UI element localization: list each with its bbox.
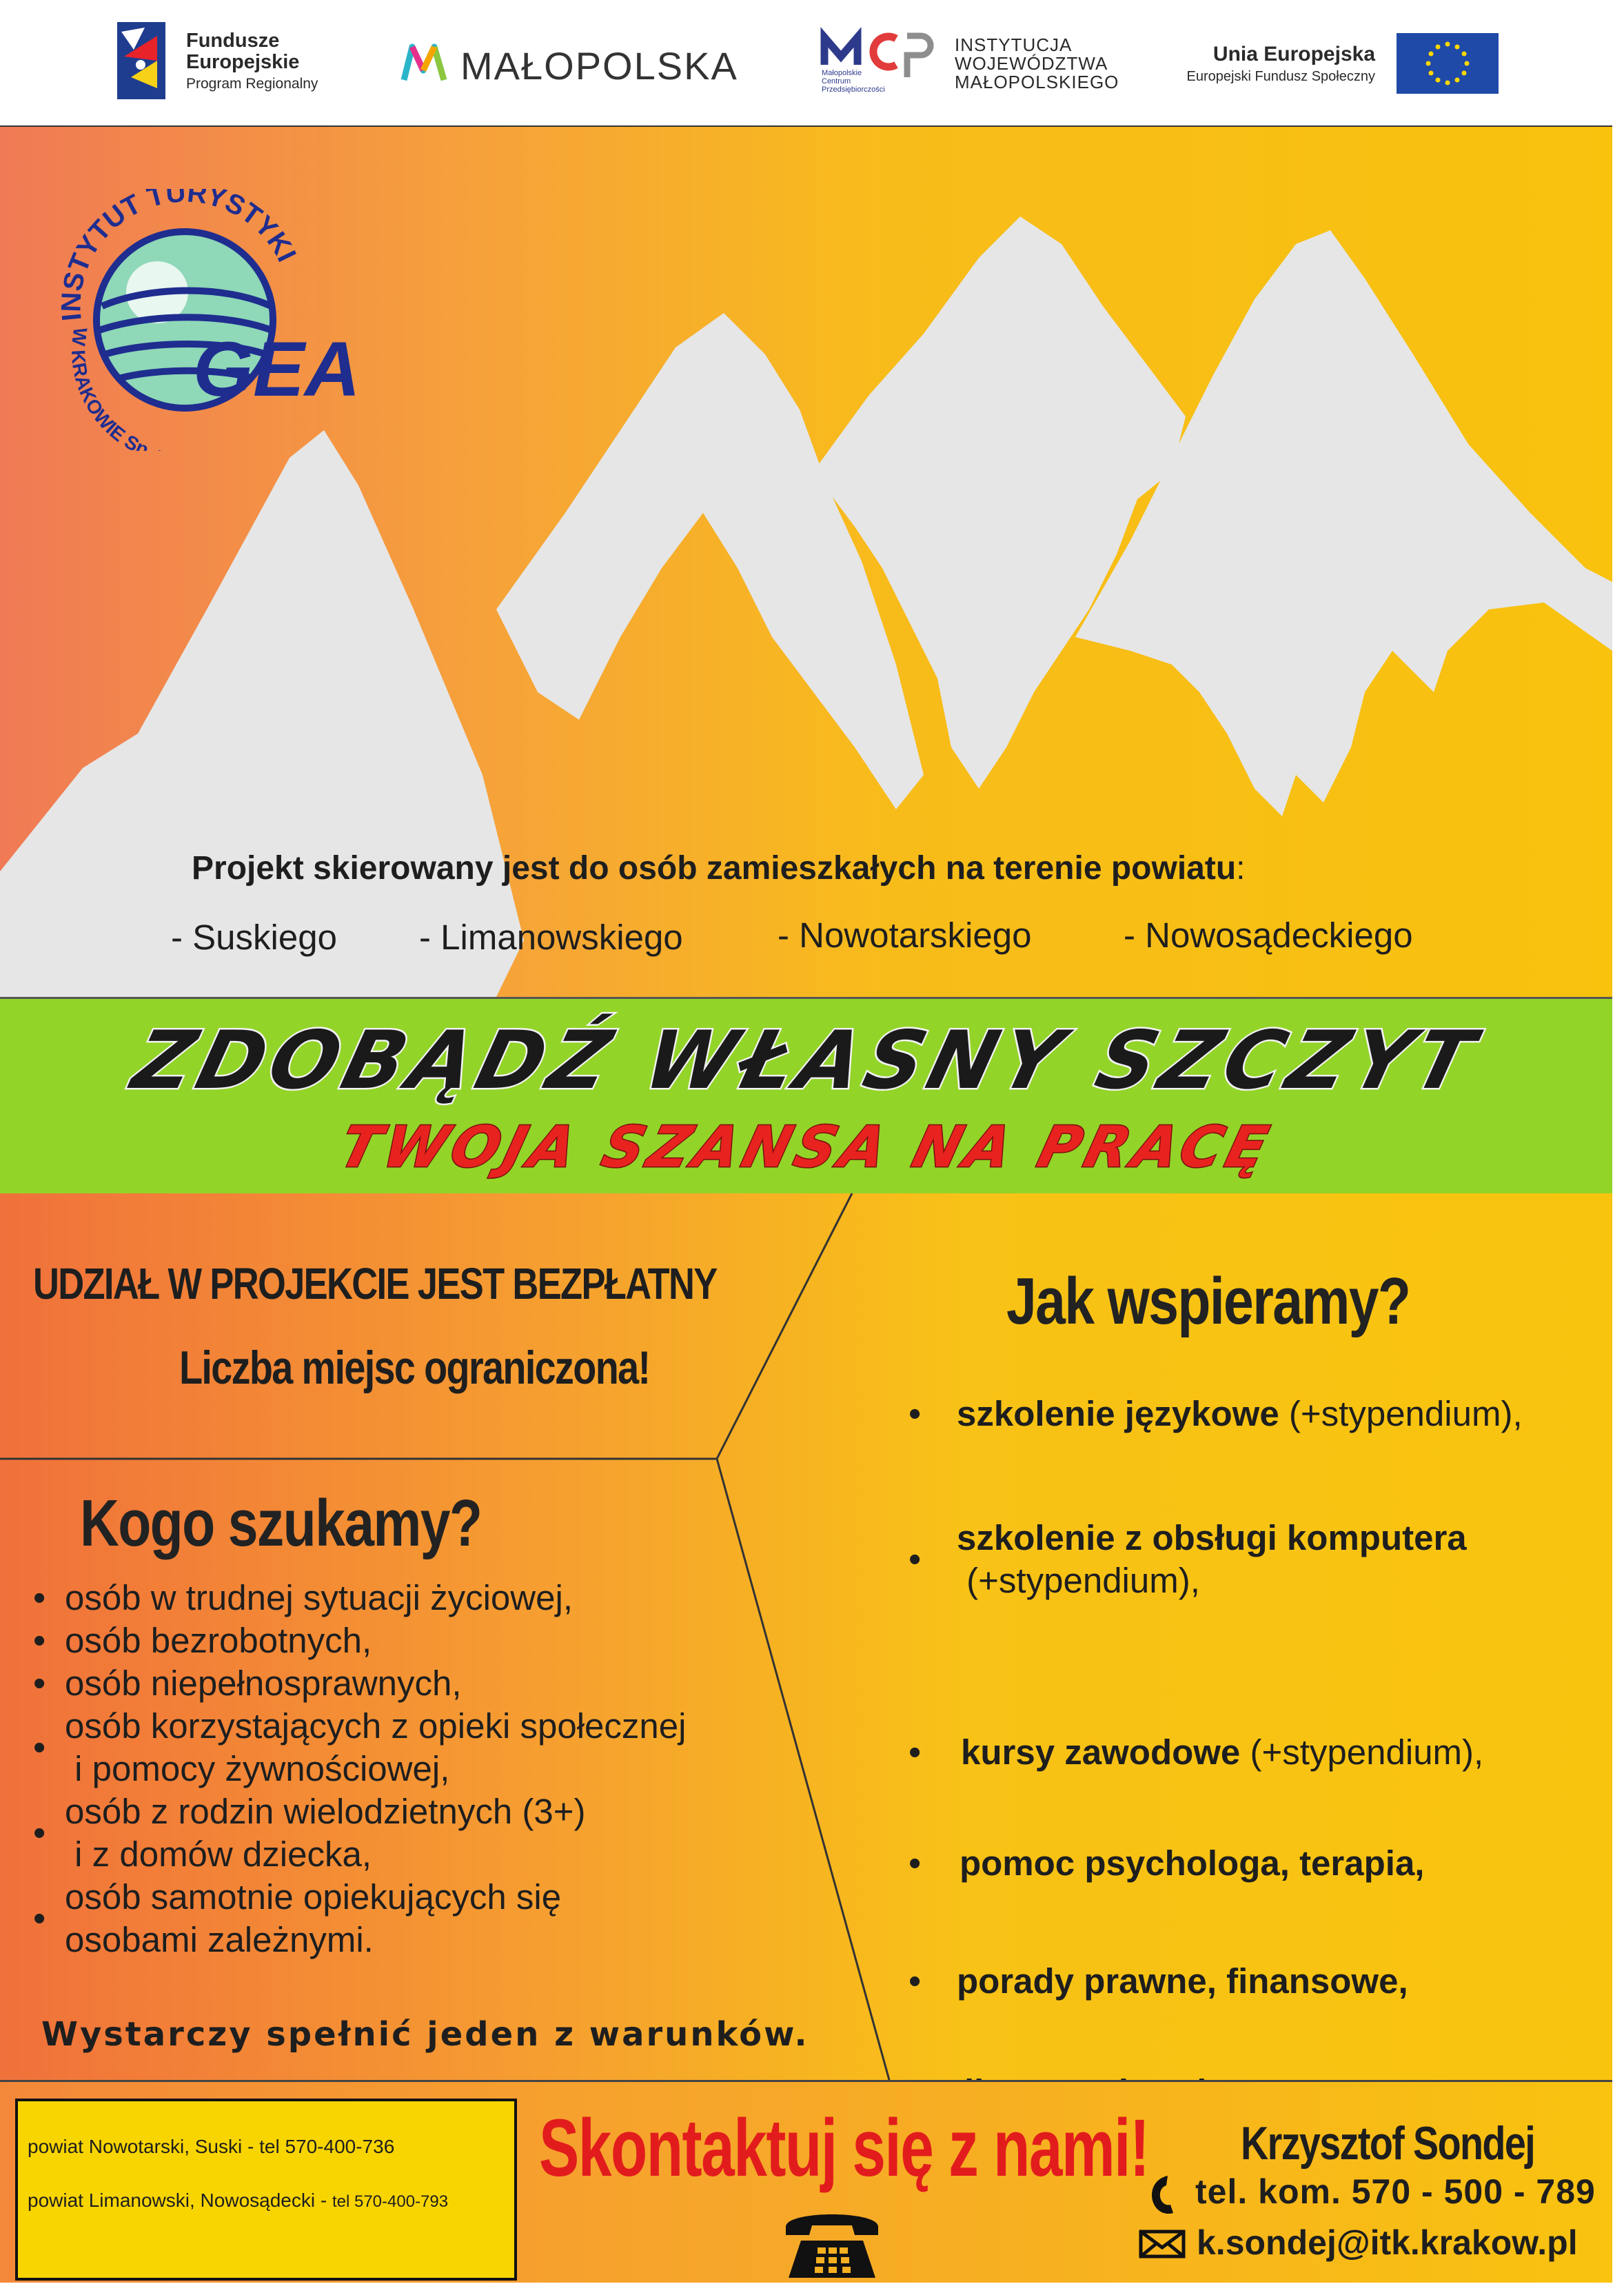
support-item-3-rest: (+stypendium), — [1240, 1732, 1484, 1772]
fe-line-2: Europejskie — [186, 51, 300, 73]
district-phone-2 — [28, 2190, 448, 2212]
slogan-subtitle: TWOJA SZANSA NA PRACĘ — [333, 1115, 1279, 1180]
envelope-icon — [1139, 2230, 1186, 2262]
fundusze-europejskie-logo — [117, 22, 181, 99]
list-item — [909, 1393, 1598, 1434]
mcp-small-3: Przedsiębiorczości — [822, 85, 885, 94]
phone-icon — [1147, 2173, 1177, 2221]
contact-phone[interactable]: tel. kom. 570 - 500 - 789 — [1195, 2172, 1596, 2211]
district-2: - Limanowskiego — [419, 918, 683, 957]
mcp-line-2: WOJEWÓDZTWA — [955, 53, 1108, 74]
contact-footer — [0, 2080, 1612, 2283]
gea-institute-logo — [61, 189, 364, 454]
fe-line-1: Fundusze — [186, 30, 280, 52]
support-item-2-cont: (+stypendium), — [957, 1561, 1200, 1600]
who-item-1: osób w trudnej sytuacji życiowej, — [65, 1578, 573, 1617]
district-phone-2-number: tel 570-400-793 — [332, 2192, 449, 2211]
who-item-2: osób bezrobotnych, — [65, 1621, 372, 1660]
gea-ring-text: STYTUT TURYSTYKI — [61, 189, 302, 294]
list-item — [33, 1619, 750, 1662]
support-item-2: szkolenie z obsługi komputera — [957, 1518, 1467, 1557]
list-item — [909, 1732, 1598, 1772]
district-phone-1: powiat Nowotarski, Suski - tel 570-400-736 — [28, 2136, 395, 2157]
list-item — [909, 1961, 1598, 2001]
limited-places-notice: Liczba miejsc ograniczona! — [179, 1342, 650, 1394]
list-item — [33, 1705, 750, 1790]
support-item-1-rest: (+stypendium), — [1279, 1394, 1523, 1433]
support-item-3: kursy zawodowe — [961, 1732, 1241, 1772]
mcp-small-2: Centrum — [822, 77, 851, 85]
district-phone-box — [15, 2099, 517, 2281]
ue-line-2: Europejski Fundusz Społeczny — [1186, 69, 1375, 84]
list-item — [909, 1517, 1598, 1602]
who-item-5-cont: i z domów dziecka, — [65, 1835, 372, 1874]
eu-flag-icon — [1397, 33, 1499, 97]
district-3: - Nowotarskiego — [778, 916, 1032, 955]
mcp-line-1: INSTYTUCJA — [955, 34, 1073, 55]
mcp-line-3: MAŁOPOLSKIEGO — [955, 72, 1119, 92]
list-item — [909, 1843, 1598, 1883]
project-target-bold: Projekt skierowany jest do osób zamieszkałych na terenie powiatu — [192, 850, 1237, 887]
who-item-4: • osób korzystających z opieki społecznej — [65, 1706, 687, 1746]
who-item-6-cont: osobami zależnymi. — [65, 1920, 374, 1959]
contact-email[interactable]: k.sondej@itk.krakow.pl — [1197, 2223, 1578, 2262]
hero-section — [0, 127, 1612, 997]
support-item-5: porady prawne, finansowe, — [957, 1961, 1408, 2001]
info-section — [0, 1193, 1612, 2080]
support-item-1: szkolenie językowe — [957, 1394, 1279, 1433]
malopolska-logo — [401, 43, 447, 86]
who-item-5: • osób z rodzin wielodzietnych (3+) — [65, 1792, 586, 1831]
who-heading: Kogo szukamy? — [80, 1486, 482, 1560]
malopolska-m-icon — [401, 43, 447, 83]
list-item — [33, 1662, 750, 1705]
who-item-6: • osób samotnie opiekujących się — [65, 1877, 562, 1917]
fe-line-3: Program Regionalny — [186, 76, 318, 92]
slogan-banner — [0, 997, 1612, 1195]
district-4: - Nowosądeckiego — [1124, 916, 1413, 955]
contact-name: Krzysztof Sondej — [1241, 2117, 1535, 2170]
district-1: - Suskiego — [171, 918, 337, 957]
support-list — [909, 1193, 1598, 2001]
support-heading: Jak wspieramy? — [1006, 1264, 1410, 1338]
condition-note: Wystarczy spełnić jeden z warunków. — [41, 2015, 809, 2054]
gea-lower-text: W KRAKOWIE Sp — [67, 326, 152, 451]
project-target-text — [192, 849, 1246, 887]
list-item — [33, 1876, 750, 1961]
slogan-title: ZDOBĄDŹ WŁASNY SZCZYT — [123, 1014, 1488, 1107]
mcp-small-1: Małopolskie — [822, 69, 862, 77]
who-item-3: osób niepełnosprawnych, — [65, 1664, 462, 1703]
project-target-colon: : — [1236, 850, 1246, 887]
who-list — [33, 1577, 750, 1961]
telephone-icon — [780, 2206, 884, 2284]
support-item-4: pomoc psychologa, terapia, — [960, 1843, 1425, 1883]
free-participation-notice: UDZIAŁ W PROJEKCIE JEST BEZPŁATNY — [33, 1259, 717, 1308]
district-phone-2-label: powiat Limanowski, Nowosądecki - — [28, 2190, 332, 2211]
who-item-4-cont: i pomocy żywnościowej, — [65, 1749, 450, 1788]
list-item — [33, 1790, 750, 1876]
ue-line-1: Unia Europejska — [1212, 43, 1375, 65]
malopolska-text: MAŁOPOLSKA — [460, 44, 738, 88]
gea-mark: GEA — [193, 326, 361, 412]
contact-cta: Skontaktuj się z nami! — [539, 2103, 1149, 2194]
logo-header — [0, 0, 1612, 128]
list-item — [33, 1577, 750, 1619]
